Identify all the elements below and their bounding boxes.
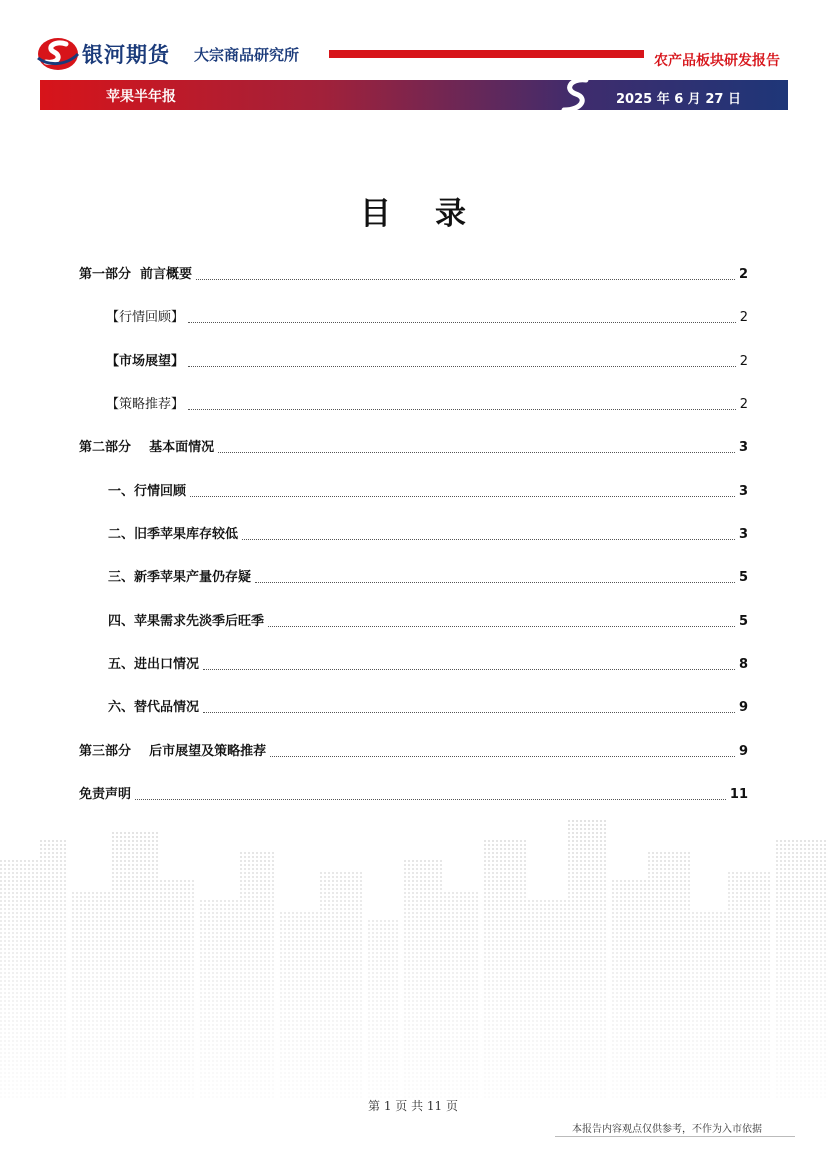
- toc-entry-label: 【策略推荐】: [106, 397, 185, 412]
- toc-leader: [203, 669, 735, 670]
- toc-entry[interactable]: [106, 396, 748, 414]
- toc-leader: [135, 799, 726, 800]
- toc-entry-label: 【行情回顾】: [106, 310, 185, 325]
- toc-leader: [242, 539, 735, 540]
- toc-entry-label: 第三部分 后市展望及策略推荐: [79, 744, 267, 759]
- toc-entry-page: 5: [738, 614, 748, 629]
- header-red-rule: [329, 50, 644, 58]
- toc-entry-label: 第一部分 前言概要: [79, 267, 193, 282]
- toc-entry-page: 11: [729, 787, 748, 802]
- toc-entry[interactable]: [108, 569, 748, 587]
- toc-entry-label: 五、进出口情况: [108, 657, 200, 672]
- toc-entry[interactable]: [79, 743, 748, 761]
- toc-leader: [190, 496, 735, 497]
- toc-leader: [196, 279, 735, 280]
- toc-entry-label: 第二部分 基本面情况: [79, 440, 215, 455]
- report-date: 2025 年 6 月 27 日: [616, 92, 741, 107]
- toc-entry-page: 9: [738, 744, 748, 759]
- toc-entry[interactable]: [108, 483, 748, 501]
- footer-divider: [555, 1136, 795, 1137]
- report-type: 农产品板块研发报告: [654, 53, 780, 69]
- institute-name: 大宗商品研究所: [194, 46, 300, 64]
- toc-entry-page: 2: [739, 354, 748, 369]
- toc-leader: [255, 582, 735, 583]
- page-indicator: 第 1 页 共 11 页: [368, 1099, 458, 1113]
- toc-entry[interactable]: [108, 699, 748, 717]
- galaxy-futures-logo: [36, 36, 80, 72]
- report-title: 苹果半年报: [106, 89, 176, 105]
- toc-entry[interactable]: [108, 526, 748, 544]
- toc-entry-page: 2: [739, 397, 748, 412]
- swoosh-icon: [556, 76, 596, 114]
- toc-entry-page: 3: [738, 440, 748, 455]
- toc-entry[interactable]: [79, 266, 748, 284]
- toc-entry-page: 9: [738, 700, 748, 715]
- toc-entry-label: 免责声明: [79, 787, 132, 802]
- toc-entry-label: 三、新季苹果产量仍存疑: [108, 570, 252, 585]
- toc-leader: [188, 366, 736, 367]
- toc-title: 目录: [360, 196, 510, 232]
- toc-entry-page: 5: [738, 570, 748, 585]
- toc-leader: [218, 452, 735, 453]
- toc-entry-label: 二、旧季苹果库存较低: [108, 527, 239, 542]
- toc-entry[interactable]: [79, 439, 748, 457]
- toc-leader: [268, 626, 735, 627]
- toc-entry-label: 【市场展望】: [106, 354, 185, 369]
- toc-entry[interactable]: [106, 353, 748, 371]
- toc-entry-page: 3: [738, 484, 748, 499]
- toc-entry[interactable]: [108, 656, 748, 674]
- toc-entry[interactable]: [106, 309, 748, 327]
- toc-entry-label: 六、替代品情况: [108, 700, 200, 715]
- toc-leader: [188, 409, 736, 410]
- toc-entry-page: 8: [738, 657, 748, 672]
- toc-entry-page: 2: [739, 310, 748, 325]
- toc-leader: [203, 712, 735, 713]
- toc-leader: [188, 322, 736, 323]
- toc-entry-label: 四、苹果需求先淡季后旺季: [108, 614, 265, 629]
- city-skyline-background: [0, 820, 826, 1100]
- toc-entry[interactable]: [79, 786, 748, 804]
- toc-entry-page: 2: [738, 267, 748, 282]
- brand-name: 银河期货: [82, 43, 170, 67]
- toc-entry-label: 一、行情回顾: [108, 484, 187, 499]
- disclaimer: 本报告内容观点仅供参考，不作为入市依据: [572, 1124, 762, 1135]
- toc-leader: [270, 756, 735, 757]
- toc-entry-page: 3: [738, 527, 748, 542]
- toc-entry[interactable]: [108, 613, 748, 631]
